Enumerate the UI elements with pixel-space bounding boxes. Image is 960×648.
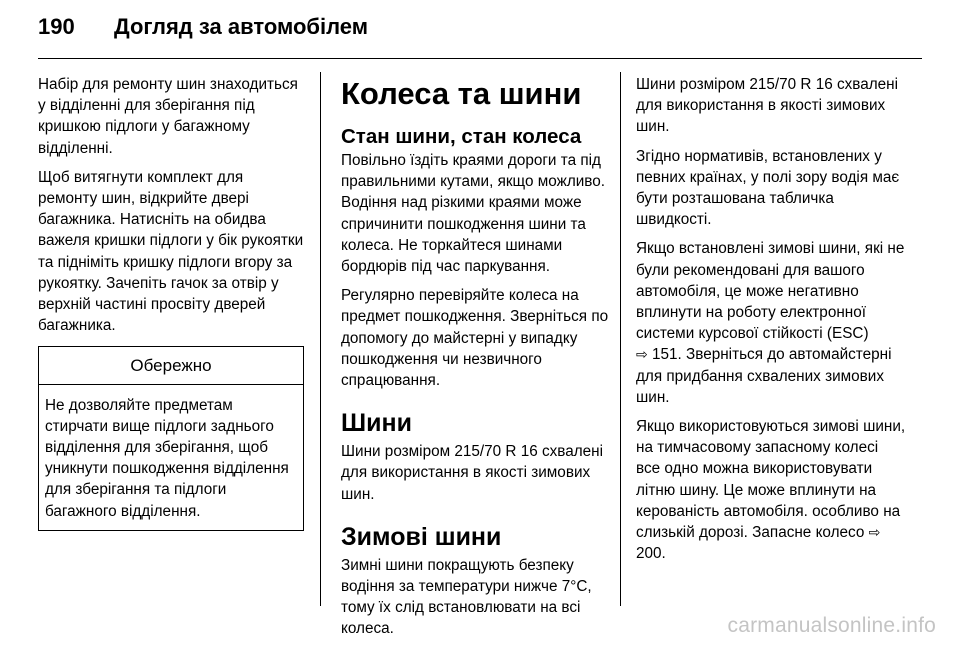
page-reference[interactable]: 200 — [636, 545, 662, 563]
section-heading: Шини — [341, 409, 412, 438]
paragraph-text: . — [661, 545, 666, 563]
page-header — [38, 14, 922, 44]
column-divider-1 — [320, 72, 321, 606]
column-2 — [341, 74, 609, 648]
section-heading: Зимові шини — [341, 522, 502, 551]
column-divider-2 — [620, 72, 621, 606]
header-divider — [38, 58, 922, 59]
paragraph — [636, 416, 906, 564]
paragraph: Зимні шини покращують безпеку водіння за температури нижче 7°C, тому їх слід встановлювати на всі колеса. — [341, 556, 592, 638]
warning-text: Не дозволяйте предметам стирчати вище підлоги заднього відділення для зберігання, щоб уникнути пошкодження відділення для зберігання та підлоги багажного відділення. — [45, 396, 289, 520]
page-title: Догляд за автомобілем — [114, 14, 369, 39]
paragraph: Набір для ремонту шин знаходиться у відділенні для зберігання під кришкою підлоги у багажному відділенні. — [38, 76, 298, 157]
paragraph — [636, 238, 906, 408]
page-reference-icon: ⇨ — [868, 524, 881, 541]
paragraph-text: . Зверніться до автомайстерні для придбання схвалених зимових шин. — [636, 346, 892, 406]
paragraph-text: Якщо встановлені зимові шини, які не були рекомендовані для вашого автомобіля, це може негативно вплинути на роботу електронної системи курсової стійкості (ESC) — [636, 240, 905, 343]
page-reference[interactable]: 151 — [651, 346, 678, 364]
paragraph: Регулярно перевіряйте колеса на предмет пошкодження. Зверніться по допомогу до майстерні у випадку пошкодження чи незвичного спрацювання. — [341, 287, 609, 390]
watermark: carmanualsonline.info — [727, 614, 936, 637]
paragraph: Повільно їздіть краями дороги та під правильними кутами, якщо можливо. Водіння над різкими краями може спричинити пошкодження шини та колеса. Не торкайтеся шинами бордюрів під час паркування. — [341, 152, 605, 276]
subsection-heading: Стан шини, стан колеса — [341, 125, 582, 148]
paragraph: Згідно нормативів, встановлених у певних країнах, у полі зору водія має бути розташована табличка швидкості. — [636, 147, 900, 229]
page-number: 190 — [38, 14, 75, 39]
paragraph: Щоб витягнути комплект для ремонту шин, відкрийте двері багажника. Натисніть на обидва важеля кришки підлоги у бік рукоятки та підніміть кришку підлоги вгору за рукоятку. Зачепіть гачок за отвір у верхній частині просвіту дверей багажника. — [38, 168, 304, 335]
column-1 — [38, 74, 306, 531]
warning-title: Обережно — [39, 347, 303, 384]
section-heading: Колеса та шини — [341, 76, 582, 111]
page-reference-icon: ⇨ — [636, 346, 648, 363]
paragraph-text: Якщо використовуються зимові шини, на тимчасовому запасному колесі все одно можна використовувати літню шину. Це може вплинути на керованість автомобіля. особливо на слизькій дорозі. Запасне колесо — [636, 418, 906, 542]
warning-box — [38, 346, 304, 530]
column-3 — [636, 74, 906, 572]
paragraph: Шини розміром 215/70 R 16 схвалені для використання в якості зимових шин. — [341, 443, 603, 503]
paragraph: Шини розміром 215/70 R 16 схвалені для використання в якості зимових шин. — [636, 76, 898, 136]
